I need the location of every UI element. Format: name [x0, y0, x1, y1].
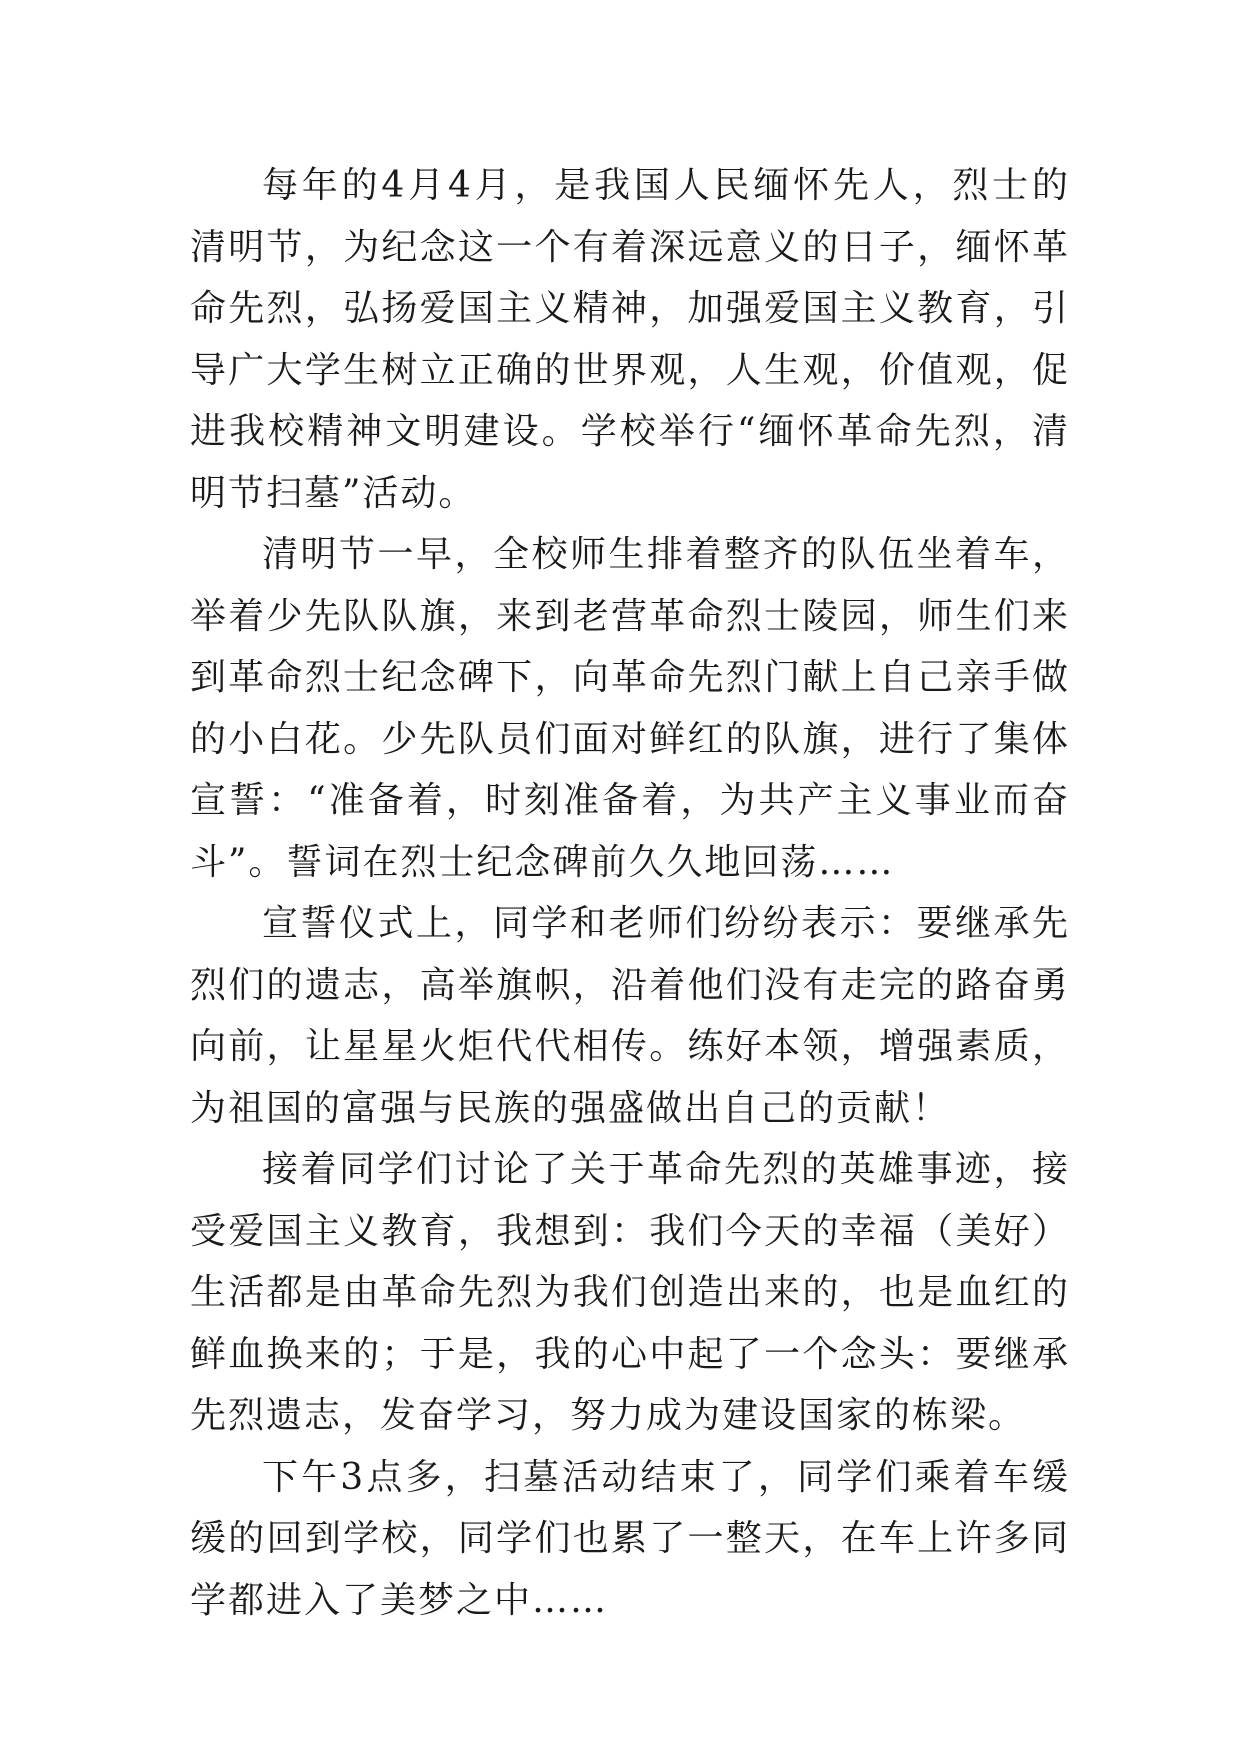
document-body	[190, 155, 1070, 1631]
paragraph-3: 宣誓仪式上，同学和老师们纷纷表示：要继承先烈们的遗志，高举旗帜，沿着他们没有走完的路奋勇向前，让星星火炬代代相传。练好本领，增强素质，为祖国的富强与民族的强盛做出自己的贡献！	[190, 903, 1070, 1129]
paragraph-5: 下午3点多，扫墓活动结束了，同学们乘着车缓缓的回到学校，同学们也累了一整天，在车上许多同学都进入了美梦之中……	[190, 1456, 1070, 1621]
paragraph-1: 每年的4月4月，是我国人民缅怀先人，烈士的清明节，为纪念这一个有着深远意义的日子，缅怀革命先烈，弘扬爱国主义精神，加强爱国主义教育，引导广大学生树立正确的世界观，人生观，价值观，促进我校精神文明建设。学校举行“缅怀革命先烈，清明节扫墓”活动。	[190, 165, 1070, 514]
paragraph-4: 接着同学们讨论了关于革命先烈的英雄事迹，接受爱国主义教育，我想到：我们今天的幸福（美好）生活都是由革命先烈为我们创造出来的，也是血红的鲜血换来的；于是，我的心中起了一个念头：要继承先烈遗志，发奋学习，努力成为建设国家的栋梁。	[190, 1149, 1070, 1436]
paragraph-2: 清明节一早，全校师生排着整齐的队伍坐着车，举着少先队队旗，来到老营革命烈士陵园，师生们来到革命烈士纪念碑下，向革命先烈门献上自己亲手做的小白花。少先队员们面对鲜红的队旗，进行了集体宣誓：“准备着，时刻准备着，为共产主义事业而奋斗”。誓词在烈士纪念碑前久久地回荡……	[190, 534, 1070, 883]
